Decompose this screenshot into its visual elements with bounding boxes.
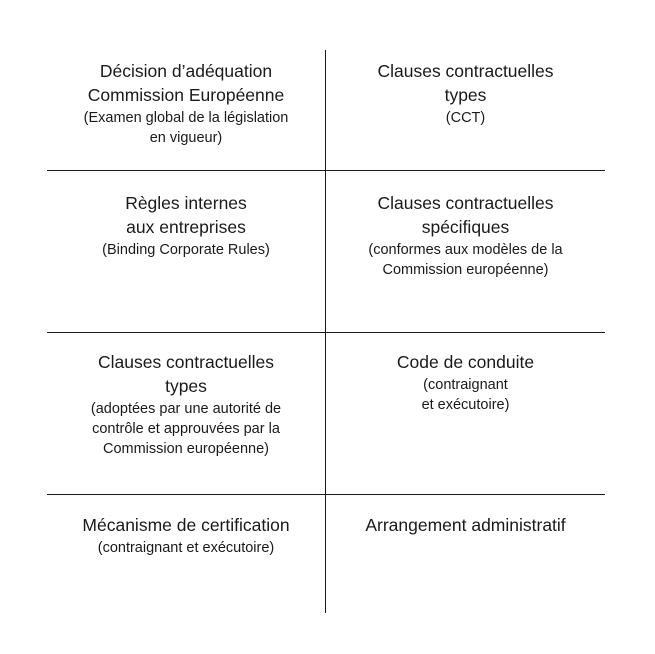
cell-certification-mechanism (47, 513, 325, 558)
horizontal-divider-1 (47, 170, 605, 171)
cell-title: Clauses contractuelles spécifiques (377, 193, 554, 237)
cell-subtitle: (contraignant et exécutoire) (421, 377, 510, 413)
cell-subtitle: (contraignant et exécutoire) (97, 540, 275, 556)
horizontal-divider-2 (47, 332, 605, 333)
cell-subtitle: (Examen global de la législation en vigueur) (83, 110, 289, 146)
cell-specific-contractual-clauses (326, 191, 605, 280)
cell-binding-corporate-rules (47, 191, 325, 260)
cell-subtitle: (Binding Corporate Rules) (102, 242, 270, 258)
cell-standard-contractual-clauses (326, 59, 605, 128)
cell-title: Clauses contractuelles types (97, 352, 275, 396)
cell-code-of-conduct (326, 350, 605, 415)
cell-subtitle: (CCT) (445, 110, 486, 126)
cell-title: Mécanisme de certification (82, 515, 290, 535)
transfer-mechanisms-grid (47, 50, 605, 613)
cell-title: Clauses contractuelles types (377, 61, 554, 105)
cell-title: Arrangement administratif (365, 515, 566, 535)
cell-subtitle: (conformes aux modèles de la Commission européenne) (368, 242, 563, 278)
cell-title: Décision d’adéquation Commission Européenne (87, 61, 285, 105)
cell-authority-contractual-clauses (47, 350, 325, 459)
horizontal-divider-3 (47, 494, 605, 495)
cell-title: Code de conduite (396, 352, 535, 372)
cell-administrative-arrangement (326, 513, 605, 538)
cell-adequacy-decision (47, 59, 325, 148)
cell-title: Règles internes aux entreprises (125, 193, 247, 237)
cell-subtitle: (adoptées par une autorité de contrôle et approuvées par la Commission européenne) (90, 401, 282, 457)
